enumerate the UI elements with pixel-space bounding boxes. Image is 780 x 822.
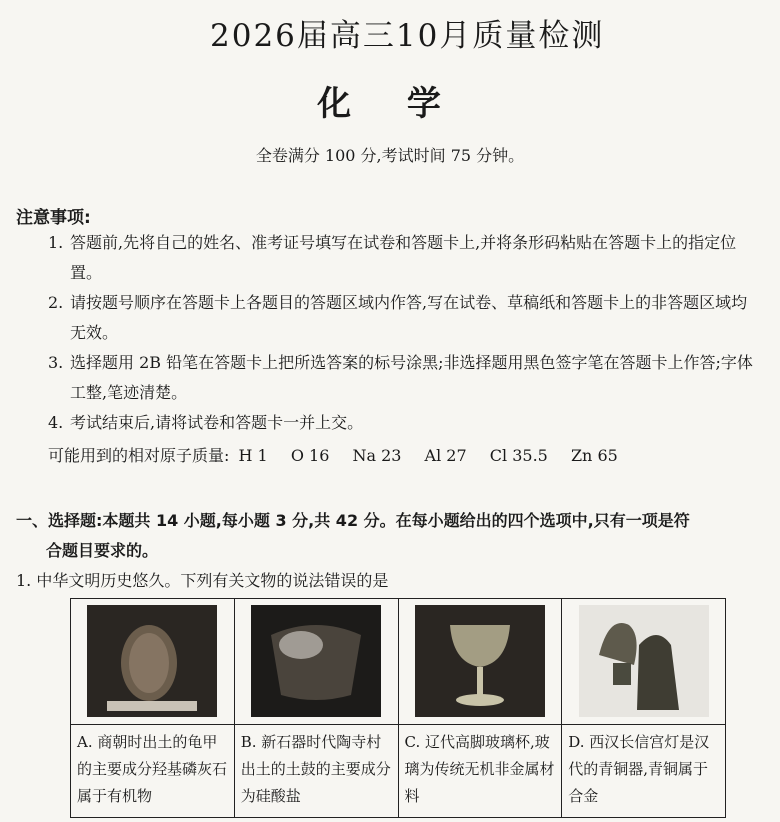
- atomic-mass-item: Cl 35.5: [489, 446, 548, 465]
- note-text: 选择题用 2B 铅笔在答题卡上把所选答案的标号涂黑;非选择题用黑色签字笔在答题卡上作答;字体工整,笔迹清楚。: [70, 353, 753, 402]
- section-heading: [16, 506, 764, 566]
- section-line: 一、选择题:本题共 14 小题,每小题 3 分,共 42 分。在每小题给出的四个选项中,只有一项是符: [16, 511, 690, 530]
- option-a-text: A. 商朝时出土的龟甲的主要成分羟基磷灰石属于有机物: [71, 725, 235, 818]
- atomic-mass-item: Zn 65: [570, 446, 618, 465]
- note-number: 1.: [48, 233, 64, 252]
- atomic-mass-item: H 1: [238, 446, 268, 465]
- note-text: 考试结束后,请将试卷和答题卡一并上交。: [70, 413, 364, 432]
- note-item: [48, 288, 758, 348]
- glass-goblet-artifact-image: [415, 605, 545, 717]
- option-image-cell: [234, 599, 398, 725]
- exam-meta: 全卷满分 100 分,考试时间 75 分钟。: [255, 146, 525, 165]
- pottery-drum-artifact-image: [251, 605, 381, 717]
- option-c-text: C. 辽代高脚玻璃杯,玻璃为传统无机非金属材料: [398, 725, 562, 818]
- turtle-shell-artifact-image: [87, 605, 217, 717]
- atomic-mass-item: Al 27: [424, 446, 467, 465]
- note-item: [48, 348, 758, 408]
- atomic-mass-item: O 16: [290, 446, 330, 465]
- notes-list: [48, 228, 758, 438]
- option-b-text: B. 新石器时代陶寺村出土的土鼓的主要成分为硅酸盐: [234, 725, 398, 818]
- note-number: 4.: [48, 413, 64, 432]
- note-text: 请按题号顺序在答题卡上各题目的答题区域内作答,写在试卷、草稿纸和答题卡上的非答题区域均无效。: [70, 293, 748, 342]
- option-image-cell: [71, 599, 235, 725]
- note-text: 答题前,先将自己的姓名、准考证号填写在试卷和答题卡上,并将条形码粘贴在答题卡上的指定位置。: [70, 233, 737, 282]
- note-number: 3.: [48, 353, 64, 372]
- question-stem: 1. 中华文明历史悠久。下列有关文物的说法错误的是: [16, 571, 389, 590]
- notes-heading: 注意事项:: [16, 208, 91, 228]
- option-d-text: D. 西汉长信宫灯是汉代的青铜器,青铜属于合金: [562, 725, 726, 818]
- subject-title: 化 学: [317, 84, 463, 124]
- atomic-mass-item: Na 23: [352, 446, 402, 465]
- options-table: [70, 598, 726, 818]
- note-item: [48, 408, 758, 438]
- exam-title: 2026届高三10月质量检测: [210, 18, 605, 54]
- atomic-masses: [48, 443, 636, 466]
- option-image-cell: [562, 599, 726, 725]
- option-image-cell: [398, 599, 562, 725]
- atomic-masses-label: 可能用到的相对原子质量:: [48, 446, 230, 465]
- note-number: 2.: [48, 293, 64, 312]
- bronze-lamp-artifact-image: [579, 605, 709, 717]
- note-item: [48, 228, 758, 288]
- section-line: 合题目要求的。: [46, 541, 159, 560]
